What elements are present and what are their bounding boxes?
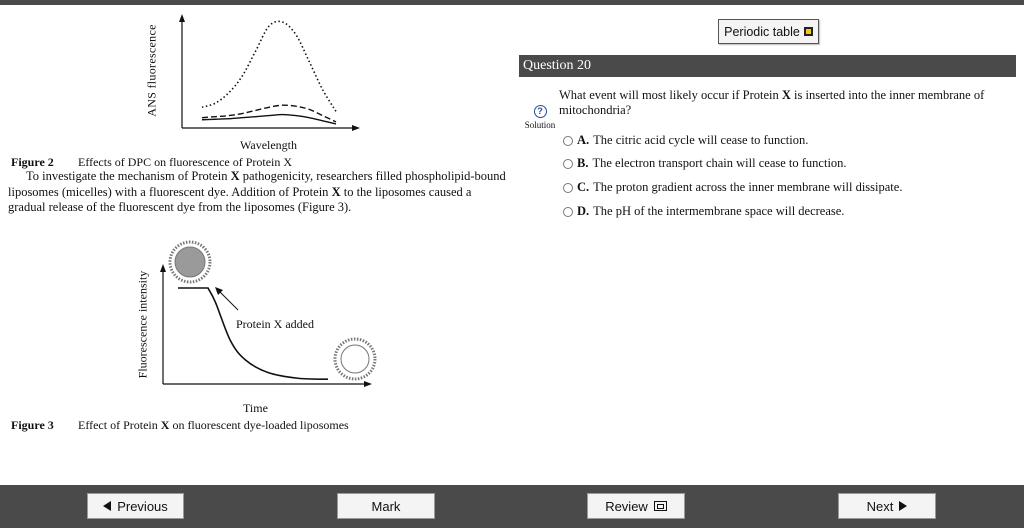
figure3-ylabel: Fluorescence intensity	[135, 270, 150, 379]
figure2-ylabel: ANS fluorescence	[144, 24, 159, 117]
radio-button-a[interactable]	[563, 136, 573, 146]
paragraph-bold-2: X	[331, 184, 341, 199]
answer-choice-a[interactable]	[563, 133, 808, 148]
passage-pane	[0, 5, 510, 485]
choice-text-c: The proton gradient across the inner membrane will dissipate.	[593, 180, 903, 194]
figure3-caption-label: Figure 3	[11, 418, 54, 432]
stem-text-1: What event will most likely occur if Protein	[559, 88, 782, 102]
periodic-table-icon	[804, 27, 813, 36]
liposome-empty-icon	[335, 339, 375, 379]
choice-letter-d: D.	[577, 204, 590, 218]
choice-text-b: The electron transport chain will cease to function.	[592, 156, 847, 170]
answer-choice-b[interactable]	[563, 156, 847, 171]
choice-letter-c: C.	[577, 180, 590, 194]
figure2-caption-label: Figure 2	[11, 155, 54, 169]
paragraph-text-3: to the liposomes caused a gradual release of the fluorescent dye from the liposomes (Figure 3).	[8, 184, 472, 214]
figure2-y-arrow	[179, 14, 185, 22]
choice-text-d: The pH of the intermembrane space will decrease.	[593, 204, 845, 218]
review-button[interactable]	[587, 493, 685, 519]
figure3-caption	[11, 418, 349, 433]
solution-button[interactable]	[521, 101, 559, 130]
choice-letter-b: B.	[577, 156, 589, 170]
figure3-y-arrow	[160, 264, 166, 272]
radio-button-c[interactable]	[563, 183, 573, 193]
previous-button[interactable]	[87, 493, 184, 519]
annotation-arrow-line	[218, 290, 238, 310]
radio-button-d[interactable]	[563, 207, 573, 217]
figure2-x-arrow	[352, 125, 360, 131]
choice-text-a: The citric acid cycle will cease to function.	[593, 133, 809, 147]
figure3-series-line	[178, 288, 328, 379]
answer-choice-c[interactable]	[563, 180, 902, 195]
paragraph-bold-1: X	[230, 169, 240, 183]
figure3-caption-post: on fluorescent dye-loaded liposomes	[169, 418, 349, 432]
figure3-annotation: Protein X added	[236, 317, 314, 331]
figure2-chart	[150, 10, 370, 155]
radio-button-b[interactable]	[563, 159, 573, 169]
stem-bold: X	[781, 88, 791, 102]
figure3-caption-pre: Effect of Protein	[78, 418, 161, 432]
next-button[interactable]	[838, 493, 936, 519]
answer-choice-d[interactable]	[563, 204, 844, 219]
periodic-table-label: Periodic table	[724, 24, 800, 39]
figure3-caption-bold: X	[160, 418, 170, 432]
figure3-chart	[130, 230, 390, 395]
question-header: Question 20	[519, 55, 1016, 77]
next-arrow-icon	[899, 501, 907, 511]
choice-letter-a: A.	[577, 133, 590, 147]
mark-button[interactable]	[337, 493, 435, 519]
question-mark-icon: ?	[534, 105, 547, 118]
review-label: Review	[605, 498, 648, 514]
figure2-caption-text: Effects of DPC on fluorescence of Protein X	[78, 155, 293, 169]
paragraph-text-1: To investigate the mechanism of Protein	[26, 169, 231, 183]
figure2-caption	[11, 155, 292, 170]
figure3-x-arrow	[364, 381, 372, 387]
liposome-intact-icon	[170, 242, 210, 282]
paragraph-text-2: pathogenicity, researchers filled phospholipid-bound liposomes (micelles) with a fluorescent dye. Addition of Protein	[8, 169, 506, 199]
passage-paragraph	[8, 169, 508, 216]
mark-label: Mark	[371, 498, 401, 514]
figure2-xlabel: Wavelength	[240, 138, 298, 152]
periodic-table-button[interactable]	[718, 19, 819, 44]
next-label: Next	[866, 498, 894, 514]
stem-text-2: is inserted into the inner membrane of mitochondria?	[559, 88, 985, 117]
previous-label: Previous	[117, 498, 168, 514]
previous-arrow-icon	[103, 501, 111, 511]
solution-label: Solution	[524, 120, 556, 130]
figure3-xlabel: Time	[243, 401, 268, 415]
question-stem	[559, 88, 1019, 117]
figure2-series-dotted	[202, 21, 336, 111]
review-icon	[654, 501, 667, 511]
